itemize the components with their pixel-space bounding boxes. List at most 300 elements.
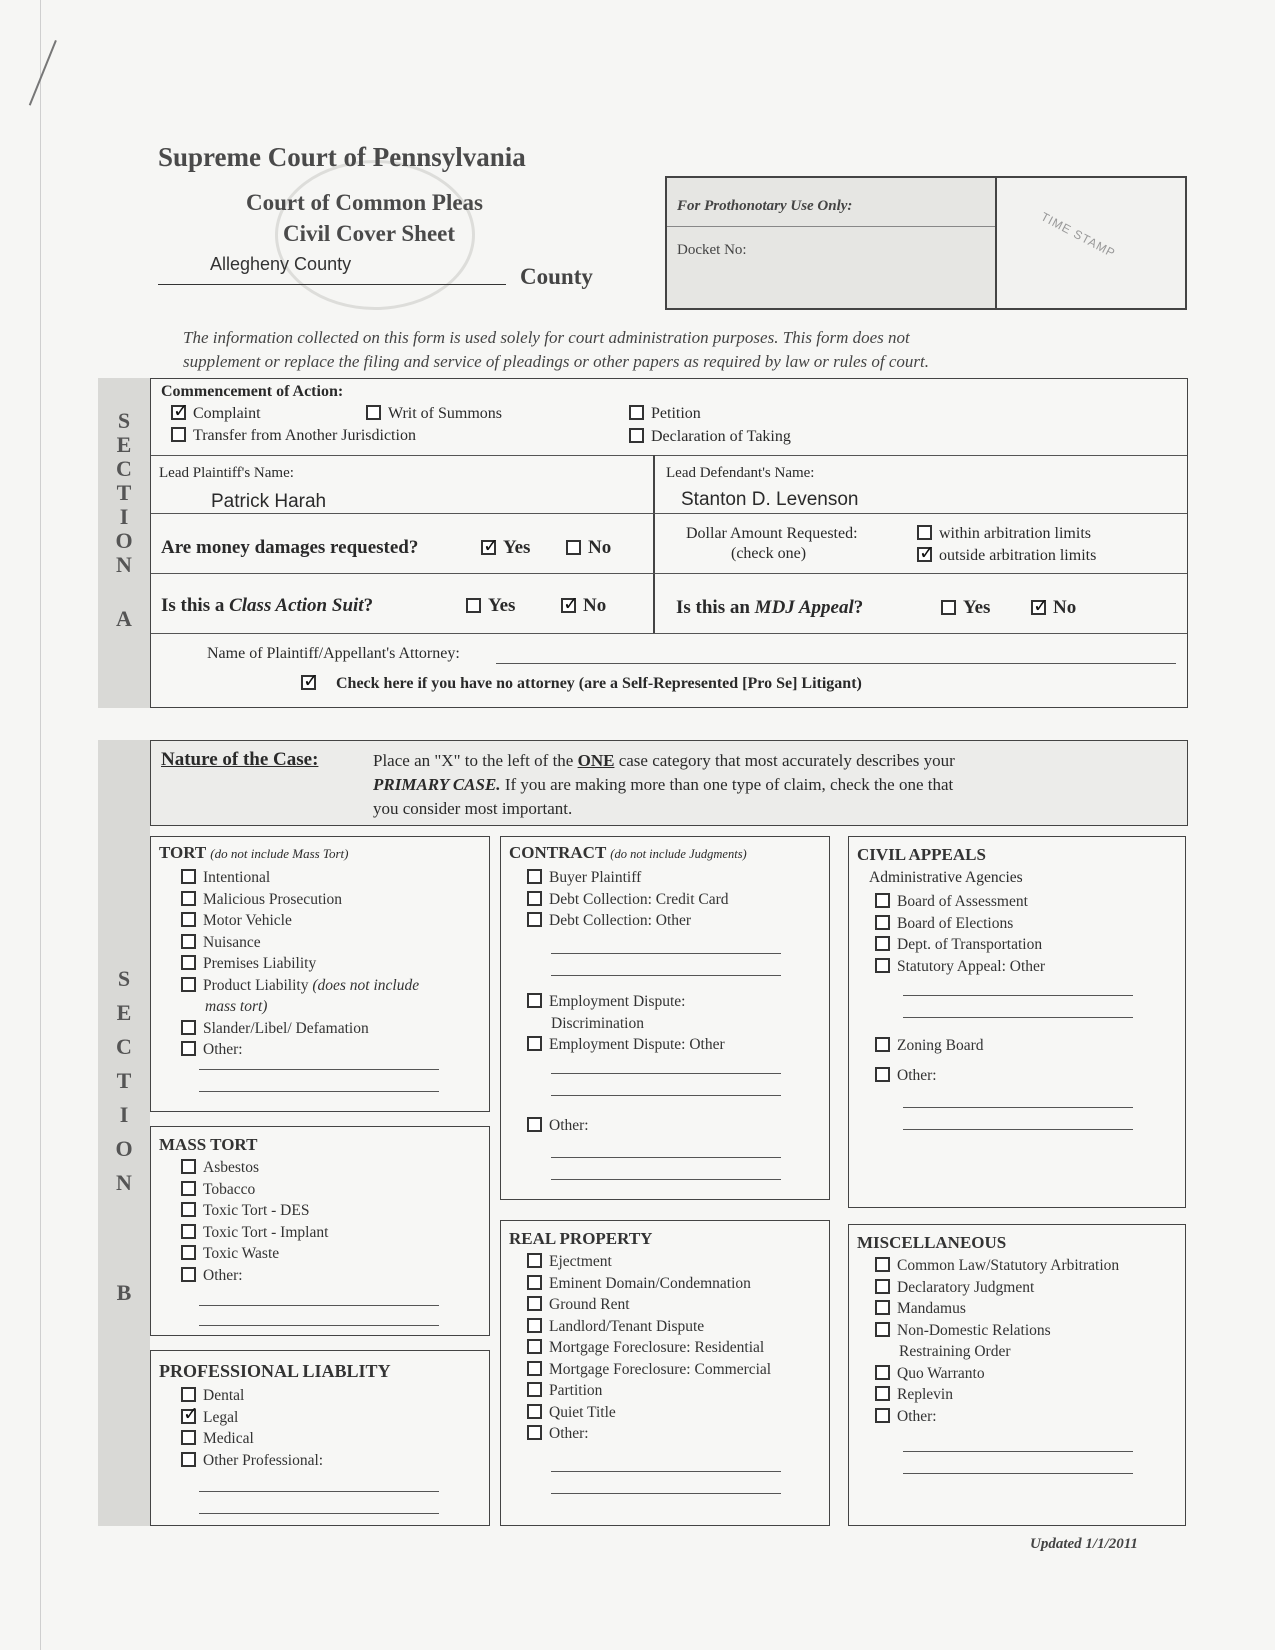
list-item[interactable] bbox=[181, 1179, 328, 1201]
list-item[interactable] bbox=[875, 1384, 1119, 1406]
list-item[interactable] bbox=[527, 1337, 771, 1359]
question-emphasis: MDJ Appeal bbox=[754, 597, 854, 618]
list-item[interactable] bbox=[527, 1359, 771, 1381]
pen-mark bbox=[29, 40, 57, 106]
contract-list bbox=[527, 867, 729, 932]
court-subtitle: Court of Common Pleas bbox=[246, 190, 483, 215]
list-item[interactable] bbox=[527, 1294, 771, 1316]
checkbox-icon[interactable] bbox=[181, 1181, 196, 1196]
checkbox-icon[interactable] bbox=[181, 891, 196, 906]
defendant-name-field[interactable]: Stanton D. Levenson bbox=[681, 489, 859, 510]
other-line[interactable] bbox=[903, 1107, 1133, 1108]
list-item[interactable] bbox=[181, 1200, 328, 1222]
item-label: Toxic Waste bbox=[203, 1245, 280, 1262]
outside-limits-option[interactable] bbox=[917, 547, 1096, 565]
item-label: Declaratory Judgment bbox=[897, 1278, 1035, 1296]
list-item[interactable] bbox=[181, 1450, 323, 1472]
item-label: Other: bbox=[549, 1425, 589, 1442]
option-label: within arbitration limits bbox=[939, 525, 1091, 542]
checkbox-icon[interactable] bbox=[875, 958, 890, 973]
checkbox-icon[interactable] bbox=[181, 955, 196, 970]
checkbox-icon[interactable] bbox=[875, 936, 890, 951]
other-line[interactable] bbox=[199, 1091, 439, 1092]
misc-list bbox=[875, 1255, 1119, 1427]
item-label: Other: bbox=[897, 1067, 937, 1084]
prothonotary-box bbox=[665, 176, 997, 310]
prothonotary-label: For Prothonotary Use Only: bbox=[677, 198, 853, 214]
professional-liability-box bbox=[150, 1350, 490, 1526]
item-label: Non-Domestic Relations bbox=[897, 1321, 1051, 1339]
list-item[interactable] bbox=[875, 956, 1045, 978]
other-line[interactable] bbox=[903, 995, 1133, 996]
checkbox-icon[interactable] bbox=[629, 405, 644, 420]
list-item[interactable] bbox=[875, 1298, 1119, 1320]
item-label: Nuisance bbox=[203, 933, 261, 951]
other-line[interactable] bbox=[551, 1095, 781, 1096]
checkbox-icon[interactable] bbox=[527, 1318, 542, 1333]
item-label: Malicious Prosecution bbox=[203, 890, 343, 908]
checkbox-icon[interactable] bbox=[527, 1425, 542, 1440]
checkbox-icon[interactable] bbox=[181, 1387, 196, 1402]
item-label: Asbestos bbox=[203, 1159, 259, 1176]
checkbox-icon[interactable] bbox=[181, 1245, 196, 1260]
list-item[interactable] bbox=[875, 1363, 1119, 1385]
item-label: Debt Collection: Credit Card bbox=[549, 890, 729, 908]
list-item[interactable] bbox=[527, 1273, 771, 1295]
mdj-appeal-question bbox=[676, 597, 863, 619]
item-label: Other Professional: bbox=[203, 1451, 324, 1469]
option-label: Writ of Summons bbox=[388, 405, 503, 422]
list-item[interactable] bbox=[181, 910, 419, 932]
other-line[interactable] bbox=[199, 1069, 439, 1070]
list-item-continued bbox=[181, 996, 419, 1018]
item-label: Medical bbox=[203, 1430, 254, 1447]
checkbox-icon[interactable] bbox=[875, 1067, 890, 1082]
section-a-letter: A bbox=[116, 606, 132, 631]
category-title: REAL PROPERTY bbox=[509, 1229, 653, 1248]
question-text: ? bbox=[363, 595, 374, 616]
list-item[interactable] bbox=[181, 889, 419, 911]
real-property-box bbox=[500, 1220, 830, 1526]
option-label: Complaint bbox=[193, 405, 261, 422]
nature-instructions-2 bbox=[373, 775, 953, 795]
nature-of-case-box bbox=[150, 740, 1188, 826]
section-a-box bbox=[150, 378, 1188, 708]
item-label: Intentional bbox=[203, 869, 271, 886]
question-text: Is this an bbox=[676, 597, 755, 618]
category-title: MISCELLANEOUS bbox=[857, 1233, 1007, 1252]
court-title: Supreme Court of Pennsylvania bbox=[158, 142, 526, 172]
option-label: Transfer from Another Jurisdiction bbox=[193, 427, 416, 444]
item-label: Motor Vehicle bbox=[203, 912, 292, 929]
divider bbox=[151, 573, 1187, 574]
instruction-emphasis: PRIMARY CASE. bbox=[373, 775, 501, 794]
checkbox-icon[interactable] bbox=[181, 1041, 196, 1056]
item-label: Zoning Board bbox=[897, 1037, 984, 1054]
section-b-letter: B bbox=[116, 1280, 132, 1305]
checkbox-icon[interactable] bbox=[527, 993, 542, 1008]
divider bbox=[151, 633, 1187, 634]
class-yes-option[interactable] bbox=[466, 595, 515, 617]
item-note: (does not include bbox=[312, 976, 420, 994]
question-text: Is this a bbox=[161, 595, 230, 616]
section-a-letter: O bbox=[115, 528, 133, 553]
item-label: Ground Rent bbox=[549, 1296, 630, 1313]
item-label: Employment Dispute: Other bbox=[549, 1036, 725, 1053]
item-label: Dental bbox=[203, 1387, 245, 1404]
other-line[interactable] bbox=[551, 1493, 781, 1494]
checkbox-icon[interactable] bbox=[527, 1382, 542, 1397]
checkbox-icon[interactable] bbox=[181, 1020, 196, 1035]
professional-list bbox=[181, 1385, 323, 1471]
list-item[interactable] bbox=[181, 953, 419, 975]
checkbox-icon[interactable] bbox=[527, 1404, 542, 1419]
item-label: Mortgage Foreclosure: Residential bbox=[549, 1339, 765, 1356]
item-label: Landlord/Tenant Dispute bbox=[549, 1317, 705, 1335]
docket-label: Docket No: bbox=[677, 242, 747, 258]
section-a-letter: I bbox=[119, 504, 129, 529]
instruction-text: If you are making more than one type of claim, check the one that bbox=[500, 775, 954, 794]
instruction-text: Place an "X" to the left of the bbox=[373, 751, 578, 770]
item-label: Toxic Tort - DES bbox=[203, 1202, 310, 1219]
money-damages-question: Are money damages requested? bbox=[161, 537, 419, 558]
checkbox-icon[interactable] bbox=[466, 598, 481, 613]
mdj-no-option[interactable] bbox=[1031, 597, 1076, 619]
civil-appeals-list bbox=[875, 891, 1045, 977]
attorney-label: Name of Plaintiff/Appellant's Attorney: bbox=[207, 645, 460, 662]
class-action-question bbox=[161, 595, 373, 617]
civil-appeals-box bbox=[848, 836, 1186, 1208]
county-field-line bbox=[158, 284, 506, 285]
item-label: Ejectment bbox=[549, 1253, 612, 1270]
page-edge bbox=[40, 0, 41, 1650]
contract-other bbox=[527, 1115, 589, 1137]
option-label: Yes bbox=[488, 595, 516, 616]
list-item[interactable] bbox=[181, 1265, 328, 1287]
checkbox-icon[interactable] bbox=[181, 1224, 196, 1239]
checkbox-icon[interactable] bbox=[561, 598, 576, 613]
list-item[interactable] bbox=[181, 1407, 323, 1429]
option-label: Petition bbox=[651, 405, 701, 422]
checkbox-icon[interactable] bbox=[527, 1275, 542, 1290]
commencement-label: Commencement of Action: bbox=[161, 383, 344, 400]
checkbox-icon[interactable] bbox=[527, 1339, 542, 1354]
option-label: No bbox=[583, 595, 607, 616]
other-line[interactable] bbox=[199, 1513, 439, 1514]
checkbox-icon[interactable] bbox=[527, 1253, 542, 1268]
other-line[interactable] bbox=[551, 1179, 781, 1180]
list-item[interactable] bbox=[875, 1065, 937, 1087]
item-label: Dept. of Transportation bbox=[897, 936, 1043, 953]
mass-tort-list bbox=[181, 1157, 328, 1286]
list-item[interactable] bbox=[527, 910, 729, 932]
transfer-option[interactable] bbox=[171, 427, 416, 445]
intro-line-2: supplement or replace the filing and service of pleadings or other papers as required by law or rules of court. bbox=[183, 352, 930, 371]
nature-of-case-label: Nature of the Case: bbox=[161, 749, 319, 770]
checkbox-icon[interactable] bbox=[181, 1409, 196, 1424]
list-item[interactable] bbox=[527, 1316, 771, 1338]
county-label: County bbox=[520, 264, 593, 289]
money-yes-option[interactable] bbox=[481, 537, 530, 559]
checkbox-icon[interactable] bbox=[875, 893, 890, 908]
other-line[interactable] bbox=[551, 1073, 781, 1074]
category-title: CIVIL APPEALS bbox=[857, 845, 986, 864]
complaint-option[interactable] bbox=[171, 405, 261, 423]
checkbox-icon[interactable] bbox=[171, 427, 186, 442]
list-item[interactable] bbox=[181, 1385, 323, 1407]
divider bbox=[667, 226, 995, 227]
declaration-option[interactable] bbox=[629, 428, 791, 446]
list-item[interactable] bbox=[875, 1255, 1119, 1277]
list-item[interactable] bbox=[527, 1034, 725, 1056]
category-title: MASS TORT bbox=[159, 1135, 258, 1154]
item-label: Employment Dispute: bbox=[549, 993, 686, 1010]
item-label: Quo Warranto bbox=[897, 1364, 985, 1382]
pro-se-option[interactable] bbox=[301, 675, 862, 693]
nature-instructions-3: you consider most important. bbox=[373, 799, 573, 818]
checkbox-icon[interactable] bbox=[917, 525, 932, 540]
item-label: Mortgage Foreclosure: Commercial bbox=[549, 1360, 772, 1378]
checkbox-icon[interactable] bbox=[875, 1279, 890, 1294]
divider bbox=[151, 513, 1187, 514]
miscellaneous-box bbox=[848, 1224, 1186, 1526]
item-label: Partition bbox=[549, 1382, 603, 1399]
item-label: Other: bbox=[549, 1117, 589, 1134]
updated-date: Updated 1/1/2011 bbox=[1030, 1536, 1138, 1552]
checkbox-icon[interactable] bbox=[875, 1322, 890, 1337]
item-label: Eminent Domain/Condemnation bbox=[549, 1274, 751, 1292]
real-property-list bbox=[527, 1251, 771, 1445]
other-line[interactable] bbox=[199, 1491, 439, 1492]
item-label: Quiet Title bbox=[549, 1403, 616, 1421]
question-emphasis: Class Action Suit bbox=[229, 595, 364, 616]
checkbox-icon[interactable] bbox=[181, 1452, 196, 1467]
section-b-letter: O bbox=[115, 1136, 133, 1161]
list-item[interactable] bbox=[181, 1222, 328, 1244]
tort-list bbox=[181, 867, 419, 1061]
question-text: ? bbox=[853, 597, 864, 618]
option-label: No bbox=[1053, 597, 1077, 618]
checkbox-icon[interactable] bbox=[875, 1365, 890, 1380]
checkbox-icon[interactable] bbox=[875, 1300, 890, 1315]
checkbox-icon[interactable] bbox=[875, 1386, 890, 1401]
checkbox-icon[interactable] bbox=[875, 1408, 890, 1423]
list-item[interactable] bbox=[875, 934, 1045, 956]
plaintiff-label: Lead Plaintiff's Name: bbox=[159, 465, 294, 481]
item-label: Legal bbox=[203, 1408, 239, 1426]
list-item[interactable] bbox=[181, 1018, 419, 1040]
within-limits-option[interactable] bbox=[917, 525, 1091, 543]
checkbox-icon[interactable] bbox=[527, 1296, 542, 1311]
section-a-strip bbox=[98, 378, 150, 708]
intro-text bbox=[183, 326, 1143, 374]
time-stamp-box bbox=[997, 176, 1187, 310]
checkbox-icon[interactable] bbox=[527, 869, 542, 884]
option-label: Yes bbox=[963, 597, 991, 618]
list-item[interactable] bbox=[181, 1039, 419, 1061]
defendant-label: Lead Defendant's Name: bbox=[666, 465, 815, 481]
list-item[interactable] bbox=[527, 1251, 771, 1273]
section-a-letter: T bbox=[116, 480, 132, 505]
other-line[interactable] bbox=[903, 1129, 1133, 1130]
checkbox-icon[interactable] bbox=[181, 1202, 196, 1217]
contract-box bbox=[500, 836, 830, 1200]
other-line[interactable] bbox=[551, 953, 781, 954]
checkbox-icon[interactable] bbox=[875, 1037, 890, 1052]
item-label: Other: bbox=[203, 1041, 243, 1058]
instruction-text: case category that most accurately describes your bbox=[614, 751, 955, 770]
civil-appeals-other bbox=[875, 1065, 937, 1087]
divider bbox=[653, 455, 655, 633]
item-label: Toxic Tort - Implant bbox=[203, 1223, 329, 1241]
section-b-letter: I bbox=[119, 1102, 129, 1127]
item-label: Mandamus bbox=[897, 1300, 966, 1317]
list-item[interactable] bbox=[875, 891, 1045, 913]
category-note: (do not include Mass Tort) bbox=[210, 846, 349, 861]
list-item[interactable] bbox=[875, 1277, 1119, 1299]
list-item[interactable] bbox=[527, 1115, 589, 1137]
list-item[interactable] bbox=[527, 1423, 771, 1445]
other-line[interactable] bbox=[551, 975, 781, 976]
item-label-continued: Restraining Order bbox=[899, 1343, 1011, 1360]
checkbox-icon[interactable] bbox=[171, 405, 186, 420]
checkbox-icon[interactable] bbox=[527, 891, 542, 906]
attorney-field-line[interactable] bbox=[496, 663, 1176, 664]
item-label: Board of Elections bbox=[897, 914, 1014, 932]
checkbox-icon[interactable] bbox=[181, 1159, 196, 1174]
list-item[interactable] bbox=[527, 889, 729, 911]
checkbox-icon[interactable] bbox=[527, 912, 542, 927]
list-item[interactable] bbox=[527, 867, 729, 889]
checkbox-icon[interactable] bbox=[527, 1036, 542, 1051]
checkbox-icon[interactable] bbox=[301, 675, 316, 690]
section-a-letter: E bbox=[116, 432, 132, 457]
option-label: outside arbitration limits bbox=[939, 547, 1097, 564]
list-item[interactable] bbox=[181, 1243, 328, 1265]
divider bbox=[151, 455, 1187, 456]
section-b-letter: C bbox=[116, 1034, 132, 1059]
category-title: PROFESSIONAL LIABLITY bbox=[159, 1361, 391, 1381]
subcategory-label: Administrative Agencies bbox=[869, 869, 1023, 886]
dollar-amount-hint: (check one) bbox=[731, 545, 807, 562]
option-label: Yes bbox=[503, 537, 531, 558]
petition-option[interactable] bbox=[629, 405, 701, 423]
money-no-option[interactable] bbox=[566, 537, 611, 559]
item-label: Product Liability bbox=[203, 976, 309, 994]
dollar-amount-label: Dollar Amount Requested: bbox=[686, 525, 858, 542]
section-b-letter: N bbox=[116, 1170, 132, 1195]
section-b-strip bbox=[98, 740, 150, 1526]
item-label: Other: bbox=[897, 1407, 937, 1425]
zoning-option bbox=[875, 1035, 984, 1057]
checkbox-icon[interactable] bbox=[481, 540, 496, 555]
other-line[interactable] bbox=[903, 1017, 1133, 1018]
tort-box bbox=[150, 836, 490, 1112]
checkbox-icon[interactable] bbox=[181, 1430, 196, 1445]
item-label: Statutory Appeal: Other bbox=[897, 957, 1046, 975]
other-line[interactable] bbox=[551, 1157, 781, 1158]
county-field-value[interactable]: Allegheny County bbox=[210, 254, 352, 274]
section-a-letter: C bbox=[116, 456, 132, 481]
section-b-letter: T bbox=[116, 1068, 132, 1093]
item-label: Replevin bbox=[897, 1386, 953, 1403]
time-stamp-text: TIME STAMP bbox=[1038, 209, 1118, 261]
checkbox-icon[interactable] bbox=[366, 405, 381, 420]
item-label: Slander/Libel/ Defamation bbox=[203, 1019, 369, 1037]
checkbox-icon[interactable] bbox=[941, 600, 956, 615]
category-note: (do not include Judgments) bbox=[610, 847, 747, 861]
item-label: Debt Collection: Other bbox=[549, 912, 692, 929]
item-label: Tobacco bbox=[203, 1180, 256, 1198]
list-item[interactable] bbox=[527, 1380, 771, 1402]
checkbox-icon[interactable] bbox=[875, 1257, 890, 1272]
plaintiff-name-field[interactable]: Patrick Harah bbox=[211, 491, 327, 512]
list-item[interactable] bbox=[181, 932, 419, 954]
class-no-option[interactable] bbox=[561, 595, 606, 617]
checkbox-icon[interactable] bbox=[527, 1117, 542, 1132]
section-a-letter: S bbox=[117, 408, 131, 433]
list-item[interactable] bbox=[181, 1428, 323, 1450]
instruction-emphasis: ONE bbox=[577, 751, 615, 770]
checkbox-icon[interactable] bbox=[527, 1361, 542, 1376]
section-b-letter: E bbox=[116, 1000, 132, 1025]
contract-heading bbox=[509, 843, 747, 863]
list-item[interactable] bbox=[875, 1406, 1119, 1428]
section-b-letter: S bbox=[117, 966, 131, 991]
list-item[interactable] bbox=[875, 913, 1045, 935]
mdj-yes-option[interactable] bbox=[941, 597, 990, 619]
category-title: CONTRACT bbox=[509, 843, 607, 862]
section-a-letter: N bbox=[116, 552, 132, 577]
checkbox-icon[interactable] bbox=[181, 977, 196, 992]
list-item[interactable] bbox=[875, 1320, 1119, 1342]
list-item[interactable] bbox=[527, 991, 725, 1013]
other-line[interactable] bbox=[903, 1473, 1133, 1474]
intro-line-1: The information collected on this form is used solely for court administration purposes. This form does not bbox=[183, 328, 910, 347]
checkbox-icon[interactable] bbox=[181, 869, 196, 884]
mass-tort-box bbox=[150, 1126, 490, 1336]
other-line[interactable] bbox=[199, 1325, 439, 1326]
list-item[interactable] bbox=[527, 1402, 771, 1424]
other-line[interactable] bbox=[903, 1451, 1133, 1452]
item-label: Board of Assessment bbox=[897, 893, 1028, 910]
item-label: Common Law/Statutory Arbitration bbox=[897, 1257, 1120, 1274]
item-label: Other: bbox=[203, 1266, 243, 1284]
checkbox-icon[interactable] bbox=[629, 428, 644, 443]
list-item[interactable] bbox=[181, 867, 419, 889]
item-label-continued: Discrimination bbox=[551, 1014, 644, 1032]
option-label: No bbox=[588, 537, 612, 558]
item-label: Buyer Plaintiff bbox=[549, 869, 642, 886]
checkbox-icon[interactable] bbox=[566, 540, 581, 555]
writ-option[interactable] bbox=[366, 405, 502, 423]
item-label: Premises Liability bbox=[203, 955, 317, 972]
checkbox-icon[interactable] bbox=[181, 1267, 196, 1282]
checkbox-icon[interactable] bbox=[181, 934, 196, 949]
other-line[interactable] bbox=[551, 1471, 781, 1472]
other-line[interactable] bbox=[199, 1305, 439, 1306]
nature-instructions-1 bbox=[373, 751, 955, 771]
checkbox-icon[interactable] bbox=[875, 915, 890, 930]
checkbox-icon[interactable] bbox=[917, 547, 932, 562]
checkbox-icon[interactable] bbox=[1031, 600, 1046, 615]
form-title: Civil Cover Sheet bbox=[283, 221, 456, 246]
list-item[interactable] bbox=[181, 975, 419, 997]
list-item[interactable] bbox=[181, 1157, 328, 1179]
checkbox-icon[interactable] bbox=[181, 912, 196, 927]
tort-heading bbox=[159, 843, 348, 863]
list-item[interactable] bbox=[875, 1035, 984, 1057]
